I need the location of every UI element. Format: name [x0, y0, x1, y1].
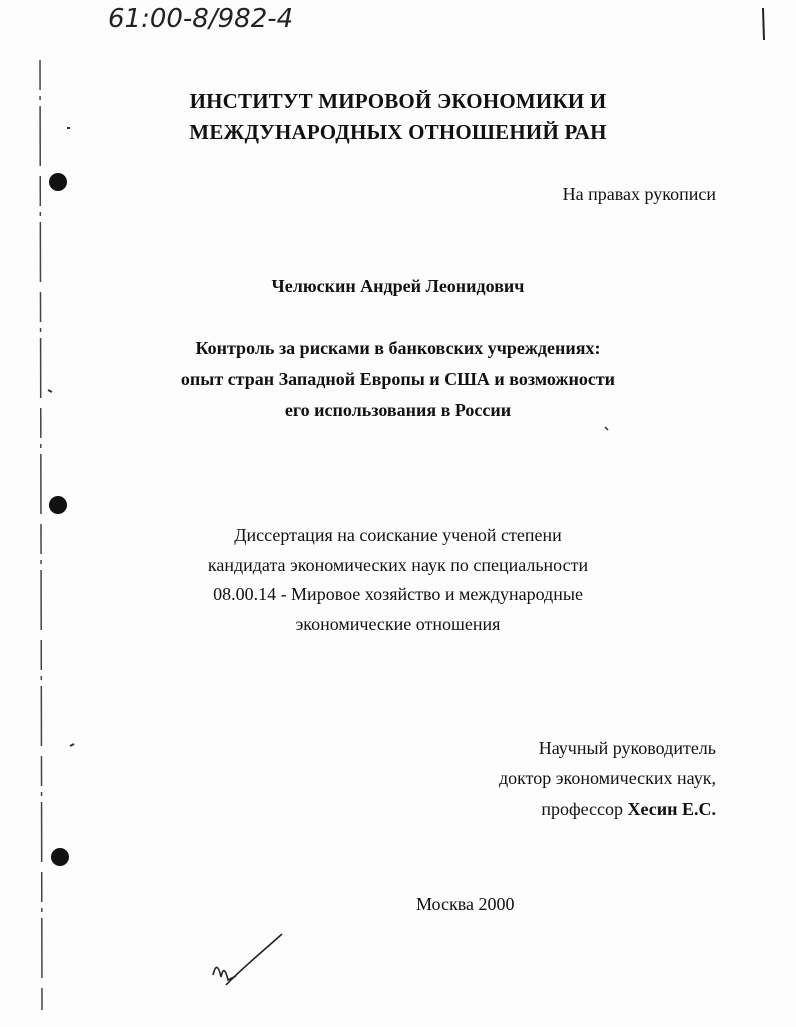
author-name: Челюскин Андрей Леонидович — [271, 276, 525, 296]
supervisor-degree: доктор экономических наук, — [499, 768, 716, 788]
binding-hole — [49, 173, 67, 191]
dissertation-line-3: 08.00.14 - Мировое хозяйство и международные — [213, 584, 583, 604]
supervisor-title — [541, 799, 716, 820]
handwritten-signature — [213, 934, 282, 985]
binding-mark — [605, 427, 608, 430]
handwritten-registration-code: 61:00-8/982-4 — [108, 4, 294, 34]
supervisor-label: Научный руководитель — [538, 738, 716, 758]
dissertation-line-4: экономические отношения — [295, 614, 501, 634]
institute-name-line-2: МЕЖДУНАРОДНЫХ ОТНОШЕНИЙ РАН — [189, 120, 607, 144]
city-year: Москва 2000 — [416, 894, 515, 914]
supervisor-name: Хесин Е.С. — [627, 799, 716, 819]
thesis-title-line-2: опыт стран Западной Европы и США и возможности — [180, 369, 616, 389]
dissertation-line-2: кандидата экономических наук по специальности — [207, 555, 589, 575]
right-edge-mark — [763, 8, 764, 40]
manuscript-note: На правах рукописи — [562, 184, 716, 204]
binding-mark — [70, 744, 74, 746]
thesis-title-line-3: его использования в России — [284, 400, 512, 420]
binding-mark — [48, 390, 52, 392]
institute-name-line-1: ИНСТИТУТ МИРОВОЙ ЭКОНОМИКИ И — [189, 89, 607, 113]
thesis-title-line-1: Контроль за рисками в банковских учреждениях: — [195, 338, 601, 358]
binding-hole — [49, 496, 67, 514]
dissertation-line-1: Диссертация на соискание ученой степени — [234, 525, 562, 545]
binding-hole — [51, 848, 69, 866]
supervisor-title-prefix: профессор — [541, 799, 624, 819]
